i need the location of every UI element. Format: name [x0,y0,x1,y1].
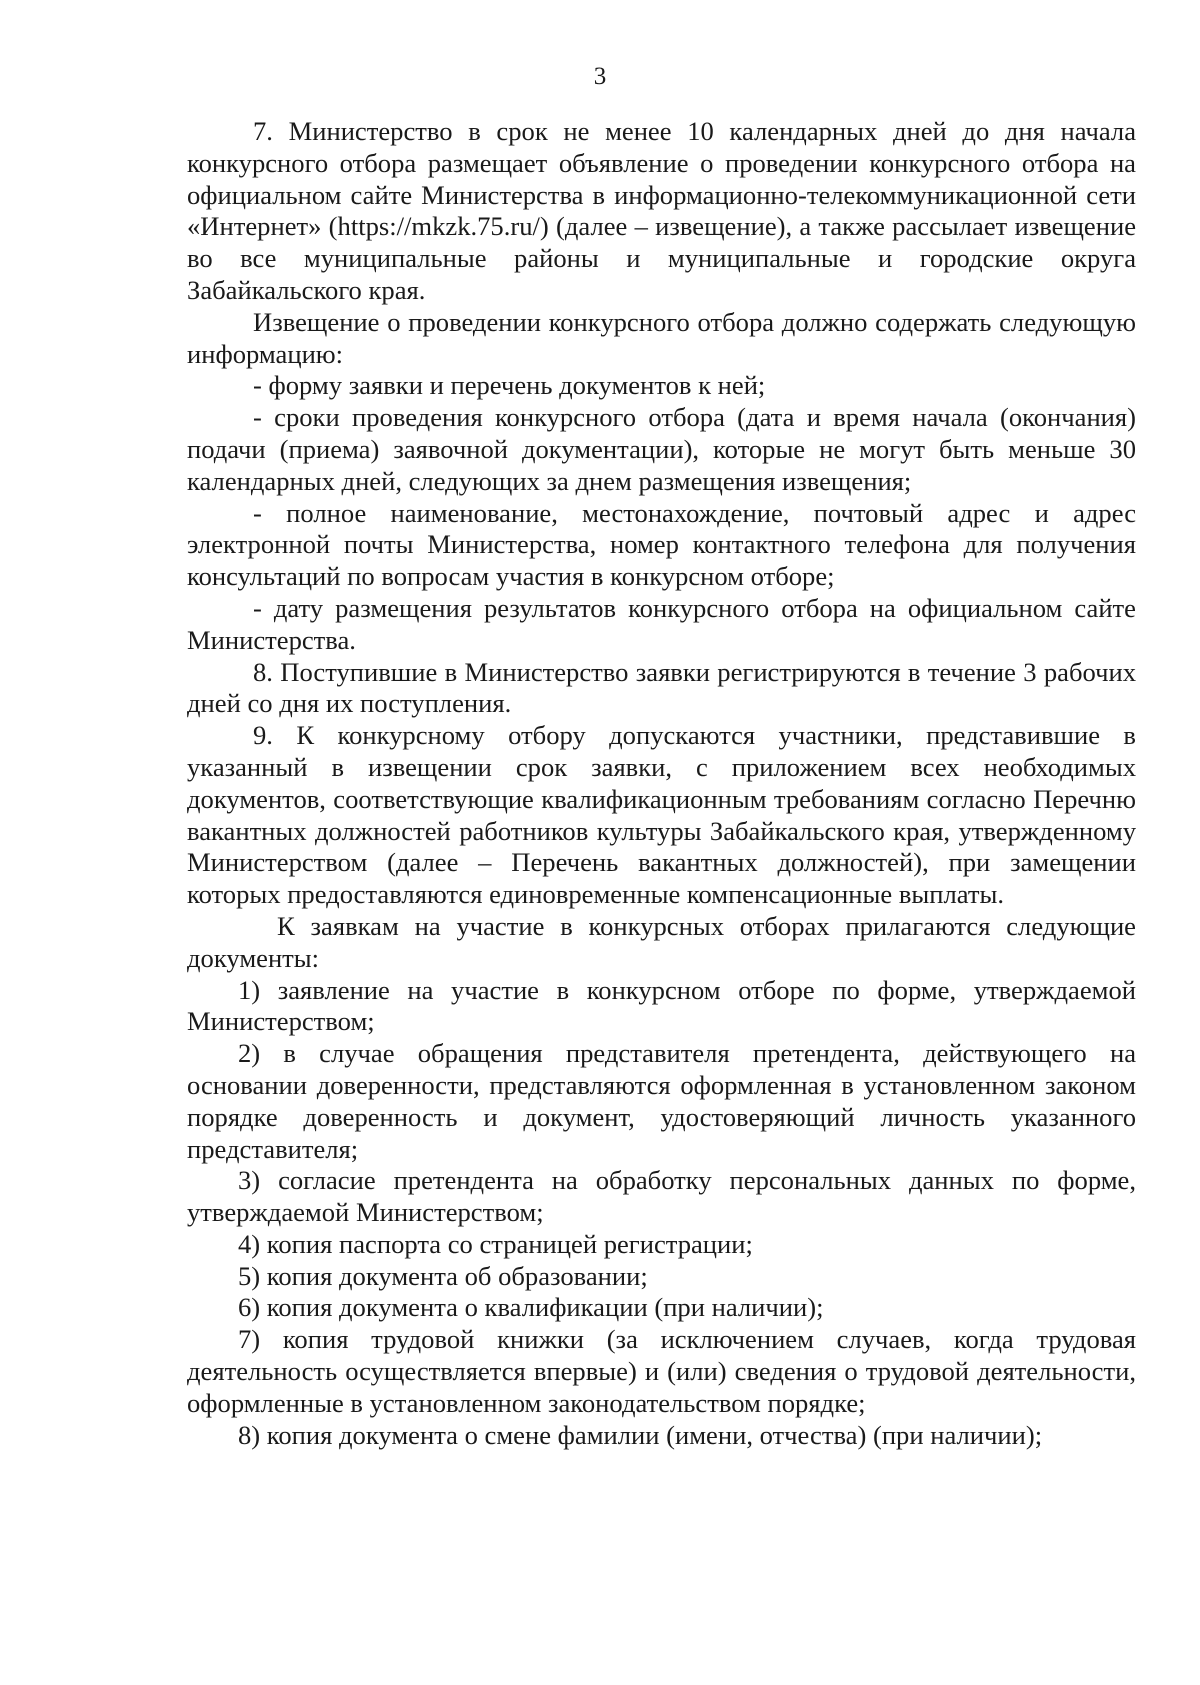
document-list-item-4: 4) копия паспорта со страницей регистрации; [238,1228,753,1259]
document-list-item-3: 3) согласие претендента на обработку персональных данных по форме, утверждаемой Министерством; [187,1165,1136,1228]
document-list-item-2: 2) в случае обращения представителя претендента, действующего на основании доверенности, представляются оформленная в установленном законом порядке доверенность и документ, удостоверяющий личность указанного представителя; [187,1038,1136,1164]
document-list-item-8: 8) копия документа о смене фамилии (имени, отчества) (при наличии); [238,1419,1043,1450]
document-list-item-1: 1) заявление на участие в конкурсном отборе по форме, утверждаемой Министерством; [187,974,1136,1037]
document-list-item-6: 6) копия документа о квалификации (при наличии); [238,1292,824,1323]
page-number: 3 [593,63,607,90]
notice-item-results-date: - дату размещения результатов конкурсного отбора на официальном сайте Министерства. [187,592,1136,655]
paragraph-attachments-intro: К заявкам на участие в конкурсных отборах прилагаются следующие документы: [187,910,1136,973]
document-body [187,116,1136,1451]
paragraph-item-8: 8. Поступившие в Министерство заявки регистрируются в течение 3 рабочих дней со дня их поступления. [187,656,1136,719]
paragraph-notice-contents: Извещение о проведении конкурсного отбора должно содержать следующую информацию: [187,306,1136,369]
paragraph-item-7: 7. Министерство в срок не менее 10 календарных дней до дня начала конкурсного отбора размещает объявление о проведении конкурсного отбора на официальном сайте Министерства в информационно-телекоммуникационной сети «Интернет» (https://mkzk.75.ru/) (далее – извещение), а также рассылает извещение во все муниципальные районы и муниципальные и городские округа Забайкальского края. [187,116,1136,305]
notice-item-deadlines: - сроки проведения конкурсного отбора (дата и время начала (окончания) подачи (приема) заявочной документации), которые не могут быть меньше 30 календарных дней, следующих за днем размещения извещения; [187,402,1136,496]
paragraph-item-9: 9. К конкурсному отбору допускаются участники, представившие в указанный в извещении срок заявки, с приложением всех необходимых документов, соответствующие квалификационным требованиям согласно Перечню вакантных должностей работников культуры Забайкальского края, утвержденному Министерством (далее – Перечень вакантных должностей), при замещении которых предоставляются единовременные компенсационные выплаты. [187,720,1136,910]
notice-item-form: - форму заявки и перечень документов к ней; [253,370,766,401]
document-list-item-7: 7) копия трудовой книжки (за исключением случаев, когда трудовая деятельность осуществляется впервые) и (или) сведения о трудовой деятельности, оформленные в установленном законодательством порядке; [187,1324,1136,1418]
notice-item-contacts: - полное наименование, местонахождение, почтовый адрес и адрес электронной почты Министерства, номер контактного телефона для получения консультаций по вопросам участия в конкурсном отборе; [187,497,1136,592]
document-list-item-5: 5) копия документа об образовании; [238,1260,648,1291]
